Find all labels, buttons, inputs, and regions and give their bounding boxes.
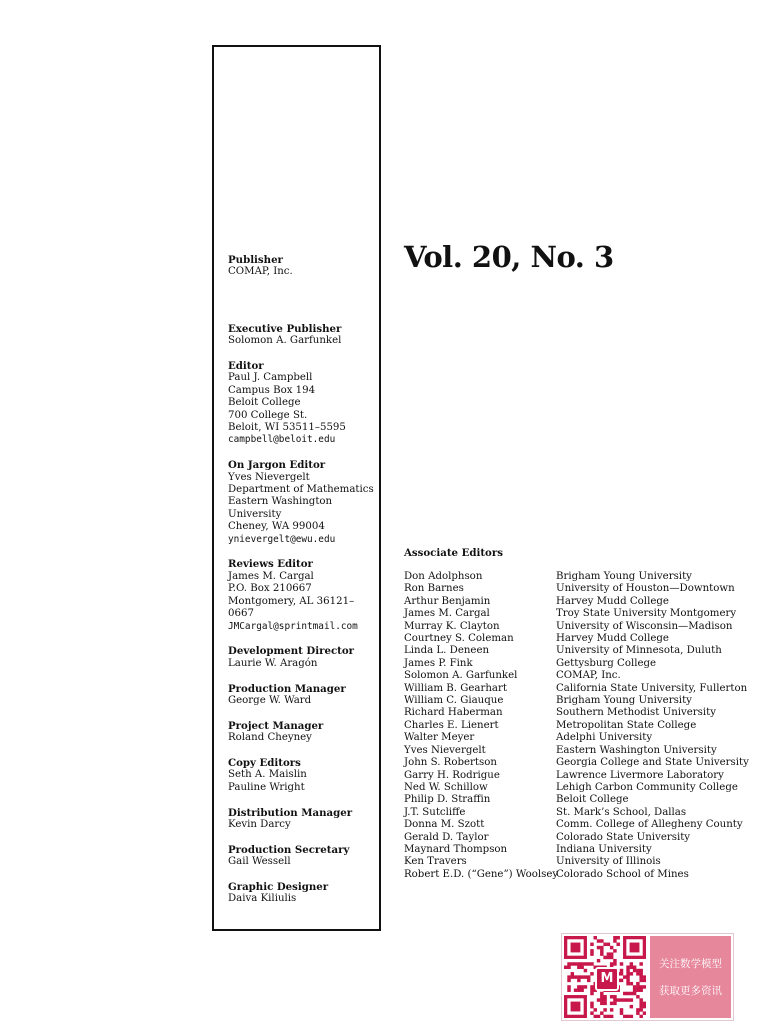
staff-role: On Jargon Editor: [228, 459, 326, 472]
associate-editor-name: James P. Fink: [404, 657, 473, 669]
staff-line: Kevin Darcy: [228, 818, 291, 830]
associate-editor-row: [404, 757, 749, 769]
associate-editor-institution: Brigham Young University: [556, 695, 692, 707]
associate-editor-name: Gerald D. Taylor: [404, 831, 489, 843]
associate-editor-name: Arthur Benjamin: [404, 595, 491, 607]
associate-editor-name: James M. Cargal: [404, 608, 490, 620]
staff-publisher: [228, 254, 378, 279]
associate-editors-table: [404, 571, 749, 881]
staff-role: Development Director: [228, 645, 355, 658]
staff-role: Production Manager: [228, 682, 346, 695]
associate-editor-row: [404, 670, 746, 682]
staff-line: Paul J. Campbell: [228, 372, 313, 384]
promo-line-2: 获取更多资讯: [659, 985, 722, 997]
associate-editor-name: Murray K. Clayton: [404, 620, 500, 632]
associate-editor-institution: University of Illinois: [556, 856, 661, 868]
associate-editor-institution: University of Wisconsin—Madison: [556, 620, 733, 632]
associate-editor-row: [404, 596, 746, 608]
associate-editor-row: [404, 707, 746, 719]
associate-editor-row: [404, 720, 746, 732]
staff-copy-editors: [228, 757, 378, 794]
staff-role: Publisher: [228, 254, 283, 266]
staff-line: Roland Cheyney: [228, 732, 312, 744]
associate-editor-name: Linda L. Deneen: [404, 645, 490, 657]
associate-editor-row: [404, 608, 746, 620]
associate-editor-institution: Troy State University Montgomery: [556, 608, 737, 620]
associate-editor-name: Charles E. Lienert: [404, 719, 499, 731]
staff-role: Production Secretary: [228, 843, 350, 856]
associate-editor-name: Garry H. Rodrigue: [404, 769, 500, 781]
associate-editor-row: [404, 819, 746, 831]
associate-editor-row: [404, 645, 746, 657]
staff-line: Department of Mathematics: [228, 484, 374, 496]
associate-editor-row: [404, 832, 746, 844]
logo-icon: M: [595, 967, 619, 991]
associate-editor-name: Don Adolphson: [404, 571, 483, 582]
staff-line: P.O. Box 210667: [228, 583, 312, 595]
qr-code-icon: [564, 936, 646, 1018]
staff-line: George W. Ward: [228, 694, 312, 706]
associate-editor-row: [404, 633, 746, 645]
associate-editor-row: [404, 844, 746, 856]
associate-editor-row: [404, 770, 746, 782]
staff-line: James M. Cargal: [228, 570, 314, 582]
associate-editor-row: [404, 583, 746, 595]
staff-role: Distribution Manager: [228, 806, 353, 819]
associate-editor-name: Richard Haberman: [404, 707, 503, 719]
staff-column: [228, 254, 378, 906]
staff-role: Editor: [228, 360, 264, 373]
associate-editor-name: Ned W. Schillow: [404, 781, 488, 793]
associate-editor-name: Yves Nievergelt: [404, 744, 486, 756]
associate-editor-name: Solomon A. Garfunkel: [404, 670, 518, 682]
staff-line: Daiva Kiliulis: [228, 893, 297, 905]
promo-text-panel: [650, 936, 731, 1018]
staff-line: Laurie W. Aragón: [228, 657, 318, 669]
associate-editor-name: Donna M. Szott: [404, 819, 485, 831]
staff-line: Beloit, WI 53511–5595: [228, 422, 346, 434]
staff-production-manager: [228, 683, 378, 708]
associate-editor-institution: Colorado State University: [556, 831, 691, 843]
staff-executive-publisher: [228, 323, 378, 348]
associate-editor-institution: Gettysburg College: [556, 657, 657, 669]
associate-editor-institution: Lawrence Livermore Laboratory: [556, 769, 724, 781]
associate-editor-institution: California State University, Fullerton: [556, 682, 748, 694]
associate-editor-institution: COMAP, Inc.: [556, 670, 621, 682]
associate-editor-institution: Lehigh Carbon Community College: [556, 781, 738, 793]
staff-line: Campus Box 194: [228, 384, 316, 396]
associate-editor-institution: University of Houston—Downtown: [556, 583, 735, 595]
associate-editor-institution: Eastern Washington University: [556, 744, 717, 756]
staff-line: COMAP, Inc.: [228, 266, 293, 278]
associate-editor-institution: Harvey Mudd College: [556, 595, 669, 607]
associate-editor-name: Walter Meyer: [404, 732, 475, 744]
associate-editor-name: J.T. Sutcliffe: [404, 806, 466, 818]
associate-editor-row: [404, 794, 746, 806]
associate-editor-institution: University of Minnesota, Duluth: [556, 645, 722, 657]
staff-line: Yves Nievergelt: [228, 471, 310, 483]
associate-editor-institution: Beloit College: [556, 794, 629, 806]
staff-line: Gail Wessell: [228, 856, 291, 868]
staff-graphic-designer: [228, 881, 378, 906]
associate-editor-institution: Harvey Mudd College: [556, 633, 669, 645]
staff-line: Solomon A. Garfunkel: [228, 335, 342, 347]
associate-editor-institution: Southern Methodist University: [556, 707, 717, 719]
staff-email-link[interactable]: ynievergelt@ewu.edu: [228, 533, 336, 545]
staff-on-jargon-editor: [228, 459, 378, 546]
staff-line: Montgomery, AL 36121–0667: [228, 595, 355, 620]
associate-editor-row: [404, 856, 746, 868]
associate-editor-institution: Indiana University: [556, 843, 652, 855]
associate-editor-institution: Adelphi University: [556, 732, 653, 744]
associate-editor-name: Philip D. Straffin: [404, 794, 491, 806]
staff-distribution-manager: [228, 807, 378, 832]
associate-editor-row: [404, 658, 746, 670]
associate-editor-row: [404, 695, 746, 707]
staff-role: Graphic Designer: [228, 880, 329, 893]
associate-editor-row: [404, 571, 746, 583]
promo-line-1: 关注数学模型: [659, 958, 722, 970]
associate-editors-heading: Associate Editors: [404, 547, 503, 559]
associate-editor-name: William C. Giauque: [404, 695, 504, 707]
staff-line: Beloit College: [228, 397, 301, 409]
associate-editor-name: John S. Robertson: [404, 757, 497, 769]
associate-editor-institution: Metropolitan State College: [556, 719, 697, 731]
associate-editor-institution: St. Mark’s School, Dallas: [556, 806, 687, 818]
staff-editor: [228, 360, 378, 447]
associate-editor-institution: Colorado School of Mines: [556, 868, 689, 880]
staff-production-secretary: [228, 844, 378, 869]
associate-editor-institution: Comm. College of Allegheny County: [556, 819, 743, 831]
staff-email-link[interactable]: JMCargal@sprintmail.com: [228, 620, 358, 632]
associate-editor-name: William B. Gearhart: [404, 682, 507, 694]
associate-editor-name: Ron Barnes: [404, 583, 464, 595]
staff-role: Reviews Editor: [228, 558, 313, 571]
staff-role: Executive Publisher: [228, 322, 342, 335]
staff-line: Cheney, WA 99004: [228, 521, 325, 533]
associate-editor-row: [404, 782, 746, 794]
associate-editor-row: [404, 807, 746, 819]
staff-line: Pauline Wright: [228, 781, 305, 793]
associate-editor-name: Robert E.D. (“Gene”) Woolsey: [404, 868, 559, 880]
staff-development-director: [228, 645, 378, 670]
associate-editor-institution: Georgia College and State University: [556, 757, 749, 769]
associate-editor-row: [404, 869, 746, 881]
associate-editor-name: Ken Travers: [404, 856, 467, 868]
staff-role: Copy Editors: [228, 756, 301, 769]
staff-line: Seth A. Maislin: [228, 769, 307, 781]
staff-role: Project Manager: [228, 719, 324, 732]
staff-email-link[interactable]: campbell@beloit.edu: [228, 434, 336, 446]
staff-project-manager: [228, 720, 378, 745]
associate-editor-institution: Brigham Young University: [556, 571, 692, 582]
associate-editor-row: [404, 621, 746, 633]
associate-editor-name: Courtney S. Coleman: [404, 633, 514, 645]
staff-line: 700 College St.: [228, 409, 308, 421]
promo-badge[interactable]: [561, 933, 734, 1021]
staff-reviews-editor: [228, 558, 378, 632]
staff-line: Eastern Washington University: [228, 496, 333, 520]
associate-editor-name: Maynard Thompson: [404, 843, 508, 855]
associate-editor-row: [404, 732, 746, 744]
volume-title: Vol. 20, No. 3: [404, 240, 614, 274]
associate-editor-row: [404, 745, 746, 757]
associate-editor-row: [404, 683, 746, 695]
